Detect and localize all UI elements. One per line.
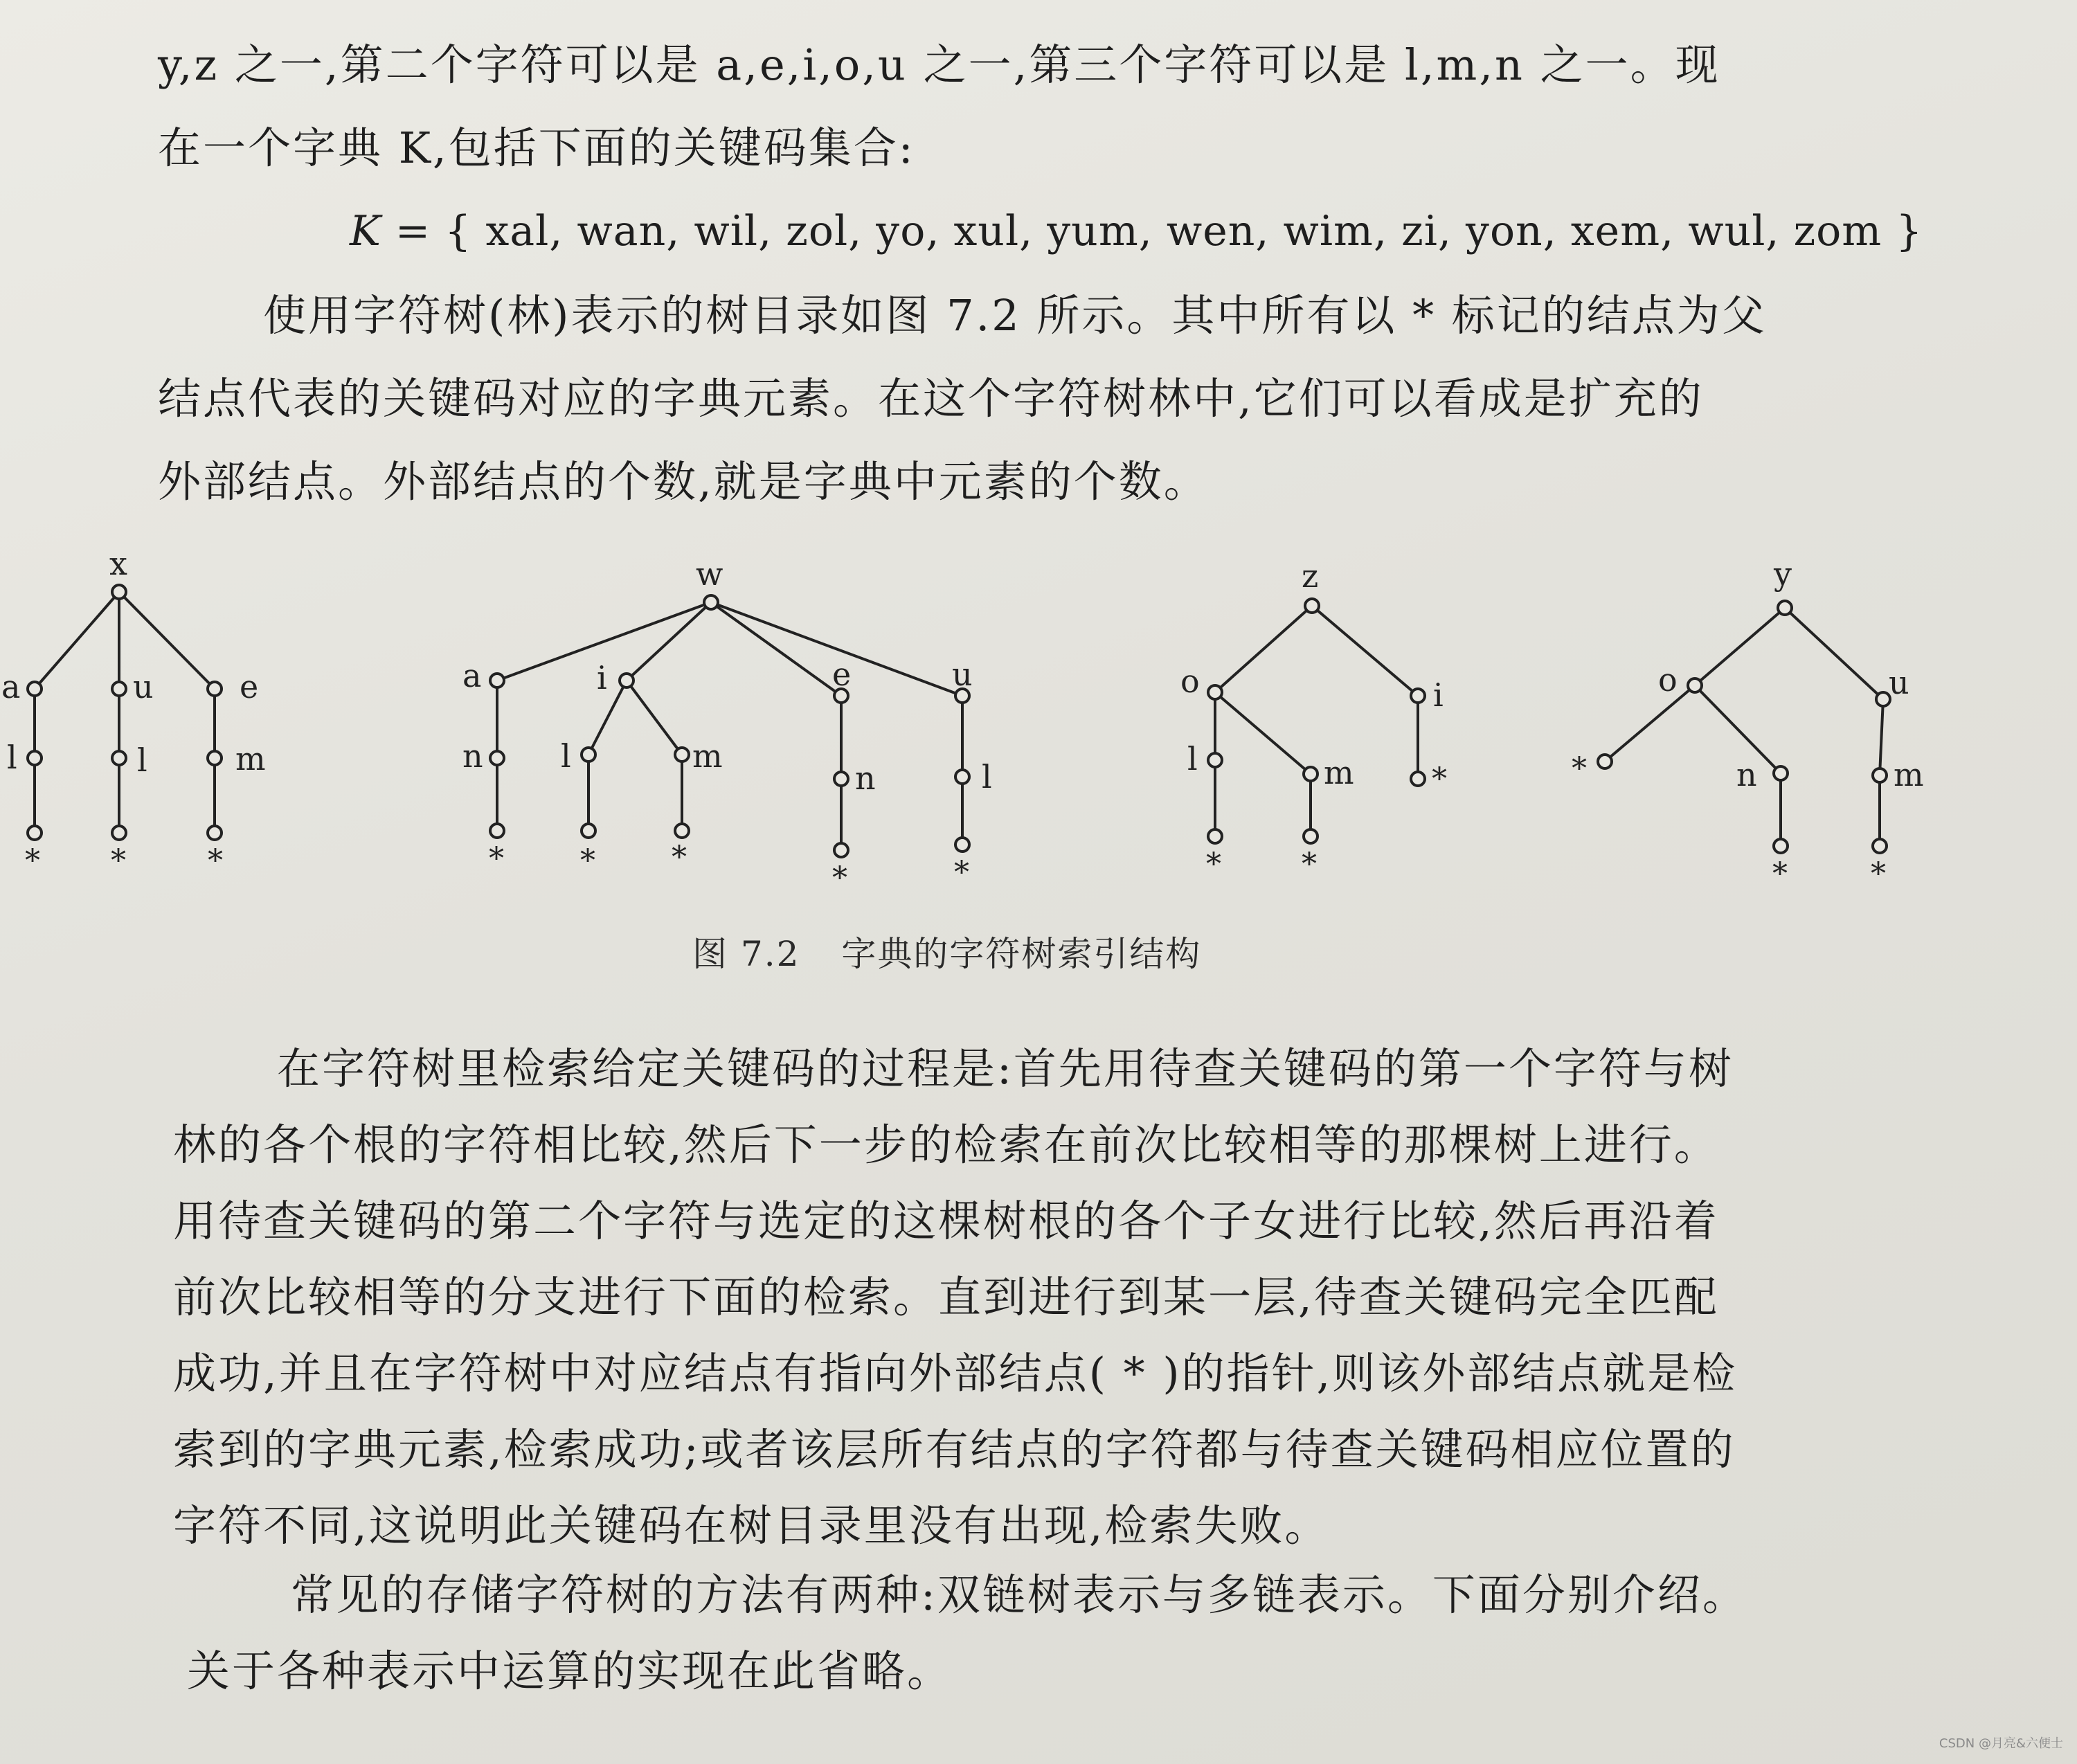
tree-node (1778, 601, 1792, 615)
tree-y (1572, 555, 1924, 892)
paragraph-3-line-1: 在字符树里检索给定关键码的过程是:首先用待查关键码的第一个字符与树 (277, 1043, 1734, 1094)
node-label: e (832, 656, 852, 693)
tree-node (208, 751, 222, 765)
node-label: m (692, 737, 723, 775)
node-label: * (489, 841, 504, 876)
node-label: * (580, 843, 595, 879)
node-label: u (133, 668, 154, 705)
node-label: l (561, 737, 571, 775)
node-label: a (462, 657, 482, 694)
paragraph-2-line-3: 外部结点。外部结点的个数,就是字典中元素的个数。 (158, 456, 1209, 507)
tree-node (112, 826, 126, 840)
tree-node (490, 751, 504, 765)
tree-node (112, 751, 126, 765)
node-label: m (235, 740, 266, 777)
node-label: l (1187, 740, 1198, 777)
tree-node (834, 843, 848, 857)
tree-node (208, 826, 222, 840)
tree-node (112, 682, 126, 696)
tree-node (490, 824, 504, 838)
paragraph-4-line-1: 常见的存储字符树的方法有两种:双链树表示与多链表示。下面分别介绍。 (291, 1569, 1747, 1620)
node-label: * (1302, 847, 1317, 882)
node-label: w (696, 555, 723, 593)
figure-caption (692, 933, 1243, 975)
tree-node (1774, 839, 1788, 853)
tree-node (582, 824, 595, 838)
paragraph-3-line-3: 用待查关键码的第二个字符与选定的这棵树根的各个子女进行比较,然后再沿着 (173, 1196, 1719, 1246)
paragraph-3-line-4: 前次比较相等的分支进行下面的检索。直到进行到某一层,待查关键码完全匹配 (173, 1272, 1719, 1322)
paragraph-1-line-2: 在一个字典 K,包括下面的关键码集合: (158, 123, 915, 173)
node-label: n (462, 737, 483, 775)
tree-node (28, 751, 42, 765)
paragraph-3-line-7: 字符不同,这说明此关键码在树目录里没有出现,检索失败。 (173, 1500, 1330, 1551)
key-set-formula (350, 206, 1923, 256)
node-label: * (208, 843, 223, 879)
node-label: * (111, 843, 126, 879)
tree-node (1774, 766, 1788, 780)
node-label: * (954, 855, 969, 890)
tree-x (1, 545, 266, 879)
paragraph-2-line-2: 结点代表的关键码对应的字典元素。在这个字符树林中,它们可以看成是扩充的 (158, 373, 1704, 424)
node-label: l (982, 758, 992, 795)
figure-title: 字典的字符树索引结构 (841, 934, 1202, 974)
tree-node (28, 682, 42, 696)
tree-node (834, 772, 848, 786)
node-label: l (7, 739, 17, 776)
figure-number: 图 7.2 (692, 934, 800, 974)
tree-node (112, 585, 126, 599)
formula-symbol: K (350, 207, 381, 255)
node-label: a (1, 668, 21, 705)
node-label: * (1432, 762, 1447, 797)
tree-node (490, 674, 504, 687)
node-label: o (1658, 661, 1678, 699)
tree-node (1688, 678, 1702, 692)
tree-node (1876, 692, 1890, 706)
node-label: y (1774, 555, 1792, 593)
node-label: z (1302, 557, 1319, 595)
tree-node (1208, 829, 1222, 843)
tree-node (1411, 689, 1425, 703)
node-label: u (1889, 664, 1909, 701)
tree-z (1180, 557, 1447, 882)
node-label: * (1572, 751, 1587, 786)
paragraph-3-line-2: 林的各个根的字符相比较,然后下一步的检索在前次比较相等的那棵树上进行。 (173, 1119, 1719, 1170)
tree-node (955, 770, 969, 784)
paragraph-3-line-5: 成功,并且在字符树中对应结点有指向外部结点( * )的指针,则该外部结点就是检 (173, 1348, 1738, 1398)
node-label: * (1772, 856, 1788, 892)
node-label: m (1324, 754, 1354, 791)
node-label: i (1433, 676, 1444, 714)
node-label: * (1871, 856, 1886, 892)
node-label: m (1894, 756, 1924, 793)
tree-node (1208, 753, 1222, 767)
tree-node (28, 826, 42, 840)
tree-node (675, 748, 689, 762)
node-label: * (672, 840, 687, 875)
node-label: e (240, 668, 259, 705)
paragraph-4-line-2: 关于各种表示中运算的实现在此省略。 (187, 1646, 953, 1696)
node-label: * (25, 843, 40, 879)
node-label: x (109, 545, 127, 582)
tree-node (1305, 599, 1319, 613)
tree-node (1873, 768, 1887, 782)
character-tree-figure (0, 540, 2077, 900)
tree-node (1411, 772, 1425, 786)
node-label: * (1206, 847, 1221, 882)
tree-node (955, 838, 969, 852)
tree-w (462, 555, 992, 896)
node-label: l (137, 741, 147, 779)
node-label: i (597, 659, 607, 696)
formula-body: = { xal, wan, wil, zol, yo, xul, yum, wen, wim, zi, yon, xem, wul, zom } (381, 207, 1923, 255)
tree-node (1304, 767, 1318, 781)
tree-node (1304, 829, 1318, 843)
tree-node (1208, 685, 1222, 699)
tree-node (1598, 755, 1612, 768)
watermark: CSDN @月亮&六便士 (1939, 1736, 2063, 1751)
node-label: o (1180, 663, 1200, 700)
paragraph-2-line-1: 使用字符树(林)表示的树目录如图 7.2 所示。其中所有以 * 标记的结点为父 (263, 290, 1767, 341)
tree-node (620, 674, 633, 687)
node-label: n (855, 759, 876, 797)
node-label: n (1736, 756, 1757, 793)
tree-node (675, 824, 689, 838)
tree-node (582, 748, 595, 762)
tree-node (704, 595, 718, 609)
paragraph-1-line-1: y,z 之一,第二个字符可以是 a,e,i,o,u 之一,第三个字符可以是 l,m,n 之一。现 (158, 39, 1720, 90)
tree-node (1873, 839, 1887, 853)
tree-node (208, 682, 222, 696)
node-label: u (952, 656, 973, 693)
node-label: * (832, 861, 847, 896)
paragraph-3-line-6: 索到的字典元素,检索成功;或者该层所有结点的字符都与待查关键码相应位置的 (173, 1424, 1736, 1475)
